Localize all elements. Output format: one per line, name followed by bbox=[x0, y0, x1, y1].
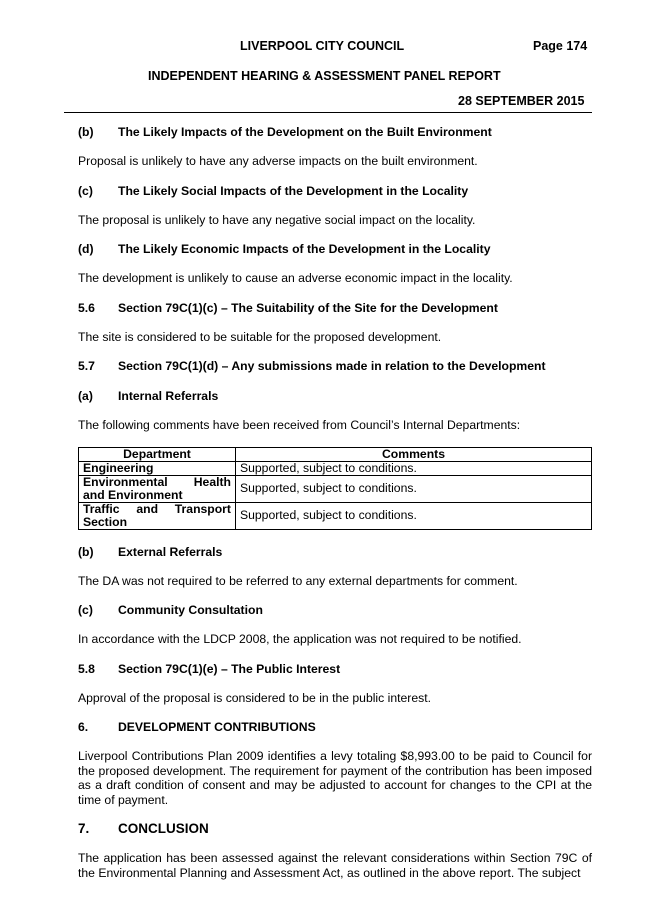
heading-community-consultation bbox=[78, 602, 592, 618]
comment-cell: Supported, subject to conditions. bbox=[236, 475, 592, 502]
report-body bbox=[78, 124, 592, 894]
para-internal-referrals: The following comments have been received from Council’s Internal Departments: bbox=[78, 418, 521, 432]
heading-number: (b) bbox=[78, 544, 94, 559]
page-number: Page 174 bbox=[533, 39, 588, 53]
heading-number: (a) bbox=[78, 389, 93, 403]
heading-number: (c) bbox=[78, 603, 93, 617]
heading-economic-impacts bbox=[78, 241, 592, 257]
heading-title: The Likely Social Impacts of the Development in the Locality bbox=[118, 183, 469, 198]
heading-title: Community Consultation bbox=[118, 603, 263, 617]
column-header-department: Department bbox=[79, 447, 236, 461]
heading-number: (b) bbox=[78, 125, 94, 139]
heading-built-environment bbox=[78, 124, 592, 140]
para-economic-impacts: The development is unlikely to cause an adverse economic impact in the locality. bbox=[78, 271, 513, 285]
heading-number: 5.6 bbox=[78, 300, 95, 315]
para-social-impacts: The proposal is unlikely to have any negative social impact on the locality. bbox=[78, 212, 476, 227]
heading-development-contributions bbox=[78, 719, 592, 735]
para-built-environment: Proposal is unlikely to have any adverse impacts on the built environment. bbox=[78, 154, 478, 168]
heading-section-5-7 bbox=[78, 358, 592, 374]
heading-number: 6. bbox=[78, 720, 89, 734]
para-section-5-6: The site is considered to be suitable for the proposed development. bbox=[78, 329, 442, 344]
heading-conclusion bbox=[78, 821, 592, 837]
heading-title: Internal Referrals bbox=[118, 389, 219, 403]
heading-section-5-6 bbox=[78, 300, 592, 316]
para-community-consultation: In accordance with the LDCP 2008, the application was not required to be notified. bbox=[78, 632, 522, 646]
department-cell: Environmental Health and Environment bbox=[79, 475, 236, 502]
heading-title: External Referrals bbox=[118, 544, 223, 559]
heading-internal-referrals bbox=[78, 388, 592, 404]
heading-title: DEVELOPMENT CONTRIBUTIONS bbox=[118, 720, 316, 734]
header-divider bbox=[64, 112, 592, 113]
table-row bbox=[79, 475, 592, 502]
column-header-comments: Comments bbox=[236, 447, 592, 461]
report-date: 28 SEPTEMBER 2015 bbox=[458, 94, 585, 108]
para-external-referrals: The DA was not required to be referred to any external departments for comment. bbox=[78, 573, 518, 588]
heading-number: 7. bbox=[78, 821, 90, 836]
para-section-5-8: Approval of the proposal is considered to be in the public interest. bbox=[78, 690, 431, 705]
heading-title: The Likely Economic Impacts of the Development in the Locality bbox=[118, 242, 491, 256]
heading-external-referrals bbox=[78, 544, 592, 560]
heading-section-5-8 bbox=[78, 661, 592, 677]
table-row bbox=[79, 461, 592, 475]
report-title: INDEPENDENT HEARING & ASSESSMENT PANEL REPORT bbox=[148, 69, 501, 83]
council-name: LIVERPOOL CITY COUNCIL bbox=[240, 39, 405, 53]
heading-title: CONCLUSION bbox=[118, 821, 209, 836]
para-conclusion: The application has been assessed against the relevant considerations within Section 79C of the Environmental Planning and Assessment Act, as outlined in the above report. The subject bbox=[78, 851, 592, 880]
para-development-contributions: Liverpool Contributions Plan 2009 identifies a levy totaling $8,993.00 to be paid to Council for the proposed development. The requirement for payment of the contribution has been imposed as a draft condition of consent and may be adjusted to account for changes to the CPI at the time of payment. bbox=[78, 749, 592, 807]
heading-title: Section 79C(1)(c) – The Suitability of the Site for the Development bbox=[118, 300, 498, 315]
comment-cell: Supported, subject to conditions. bbox=[236, 502, 592, 529]
heading-title: Section 79C(1)(e) – The Public Interest bbox=[118, 661, 341, 676]
heading-number: 5.7 bbox=[78, 359, 95, 373]
heading-number: 5.8 bbox=[78, 661, 95, 676]
heading-number: (c) bbox=[78, 183, 93, 198]
table-row bbox=[79, 502, 592, 529]
department-cell: Traffic and Transport Section bbox=[79, 502, 236, 529]
heading-title: The Likely Impacts of the Development on the Built Environment bbox=[118, 125, 492, 139]
department-cell: Engineering bbox=[79, 461, 236, 475]
heading-number: (d) bbox=[78, 242, 94, 256]
heading-title: Section 79C(1)(d) – Any submissions made in relation to the Development bbox=[118, 359, 546, 373]
heading-social-impacts bbox=[78, 183, 592, 199]
referrals-table bbox=[78, 447, 592, 530]
table-header-row bbox=[79, 447, 592, 461]
comment-cell: Supported, subject to conditions. bbox=[236, 461, 592, 475]
